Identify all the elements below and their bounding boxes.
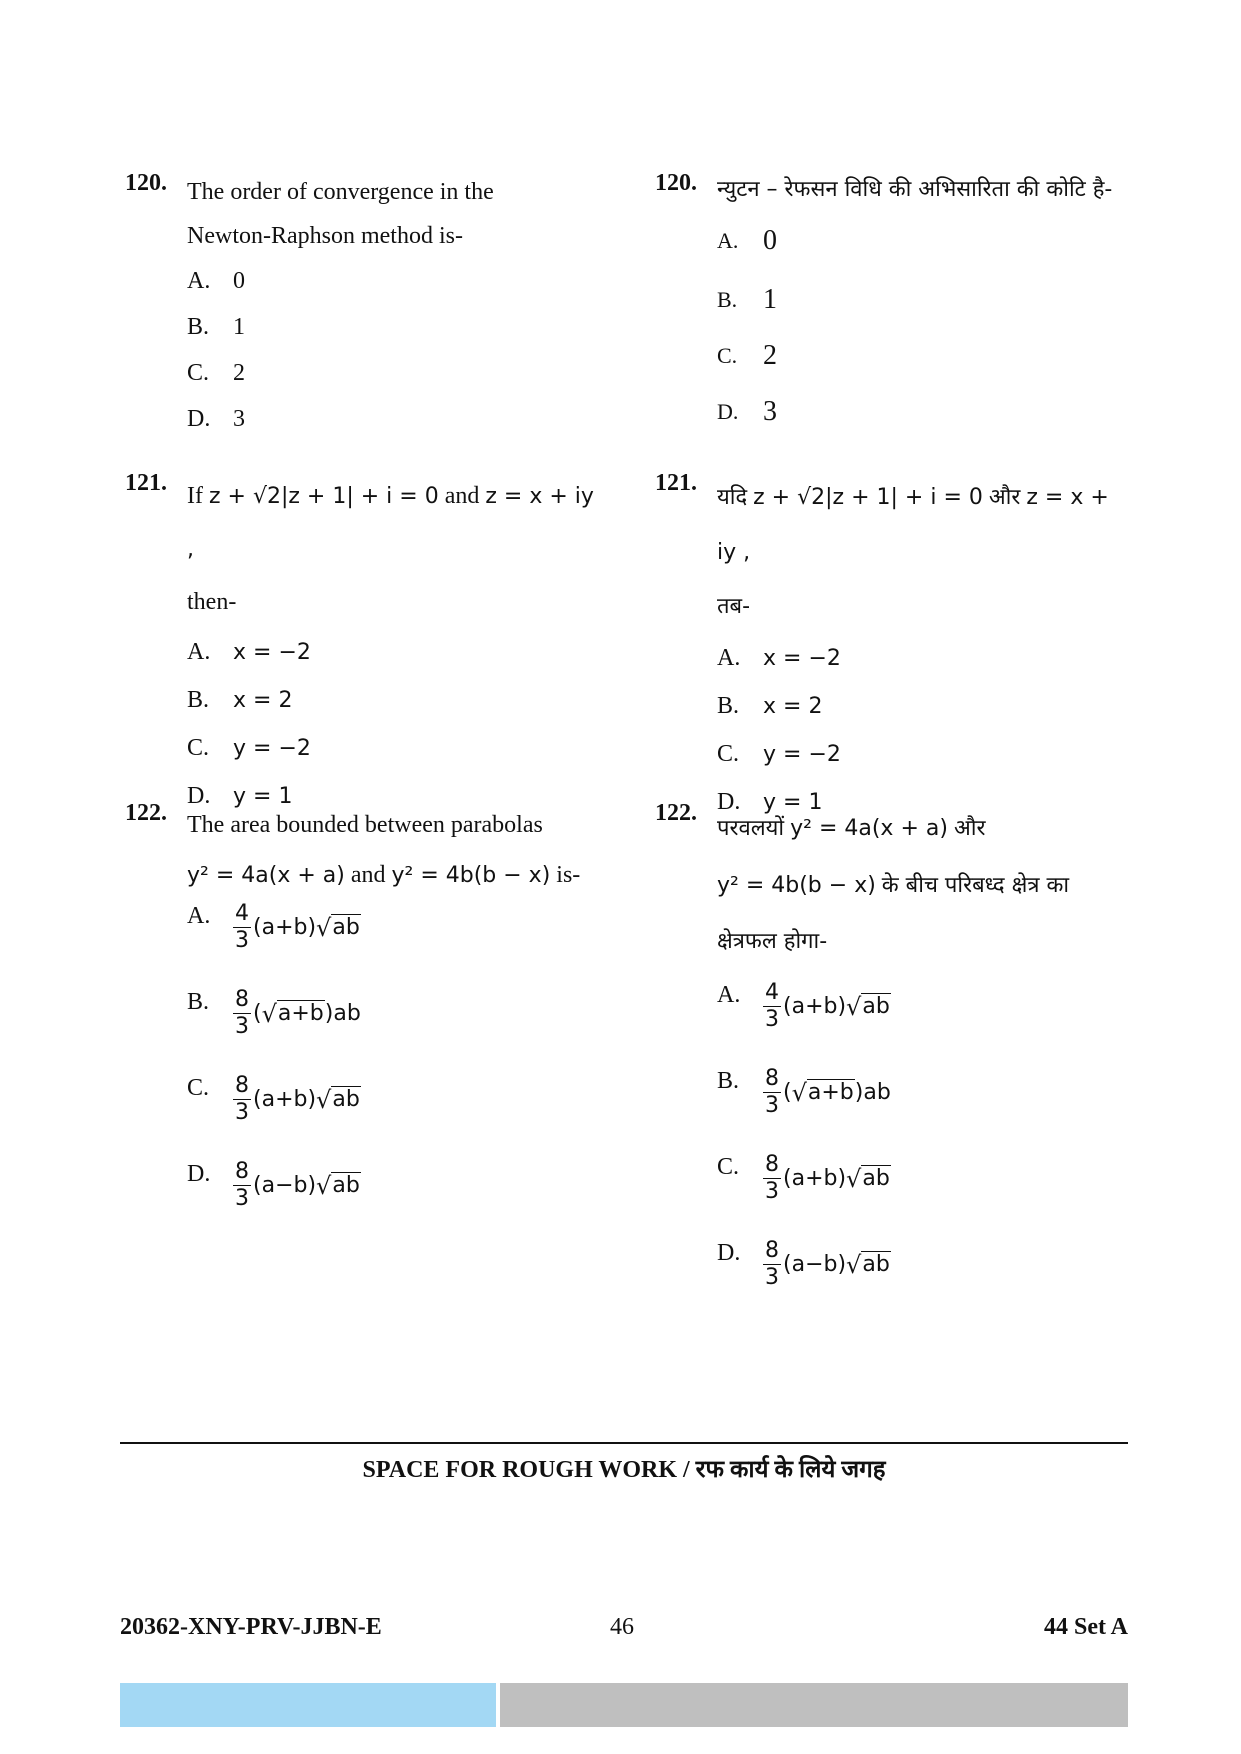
option-c: C. $\frac{8}{3}$ (a+b) √ ab [187, 1073, 360, 1125]
question-text: The order of convergence in the Newton-Raphson method is- [187, 179, 494, 249]
option-c: C. $\frac{8}{3}$ (a+b) √ ab [717, 1152, 890, 1204]
page-number: 46 [610, 1614, 634, 1640]
option-expression: $\frac{8}{3}$ ( √ a+b )ab [765, 1066, 891, 1118]
question-120-hi [655, 170, 1125, 470]
question-number: 121. [655, 470, 697, 496]
square-root: √ a+b [261, 999, 324, 1028]
option-expression: $\frac{8}{3}$ (a+b) √ ab [765, 1152, 890, 1204]
question-number: 122. [125, 800, 167, 826]
english-column [125, 170, 595, 1245]
square-root: √ ab [316, 913, 360, 942]
square-root: √ ab [316, 1171, 360, 1200]
question-120-en [125, 170, 595, 470]
footer-bar-blue [120, 1683, 496, 1727]
question-text: If z + √2|z + 1| + i = 0 and z = x + iy , then- [187, 483, 594, 615]
square-root: √ ab [846, 1164, 890, 1193]
option-a: A. $\frac{4}{3}$ (a+b) √ ab [187, 901, 360, 953]
rough-work-divider [120, 1442, 1128, 1444]
option-b: B. $\frac{8}{3}$ ( √ a+b )ab [187, 987, 361, 1039]
square-root: √ ab [316, 1085, 360, 1114]
option-d: D. $\frac{8}{3}$ (a−b) √ ab [187, 1159, 360, 1211]
option-b: B. x = 2 [187, 686, 293, 713]
option-d: D. $\frac{8}{3}$ (a−b) √ ab [717, 1238, 890, 1290]
option-d: D. 3 [717, 396, 777, 427]
fraction: $\frac{8}{3}$ [235, 987, 249, 1039]
rough-work-heading: SPACE FOR ROUGH WORK / रफ कार्य के लिये जगह [362, 1457, 886, 1483]
option-a: A. $\frac{4}{3}$ (a+b) √ ab [717, 980, 890, 1032]
question-text: The area bounded between parabolas y² = 4a(x + a) and y² = 4b(b − x) is- [187, 812, 581, 888]
option-b: B. $\frac{8}{3}$ ( √ a+b )ab [717, 1066, 891, 1118]
q122-options-hi [717, 980, 1125, 1324]
fraction: $\frac{8}{3}$ [235, 1073, 249, 1125]
option-expression: $\frac{4}{3}$ (a+b) √ ab [765, 980, 890, 1032]
square-root: √ a+b [791, 1078, 854, 1107]
fraction: $\frac{4}{3}$ [235, 901, 249, 953]
option-expression: $\frac{4}{3}$ (a+b) √ ab [235, 901, 360, 953]
option-b: B. x = 2 [717, 692, 823, 719]
question-122-en [125, 800, 595, 1245]
question-number: 120. [125, 170, 167, 196]
option-a: A. x = −2 [187, 638, 311, 665]
option-d: D. y = 1 [187, 782, 293, 809]
question-text: यदि z + √2|z + 1| + i = 0 और z = x + iy , तब- [717, 485, 1109, 619]
option-a: A. x = −2 [717, 644, 841, 671]
option-d: D. 3 [187, 405, 245, 432]
paper-code: 20362-XNY-PRV-JJBN-E [120, 1614, 382, 1640]
option-c: C. 2 [187, 359, 245, 386]
question-number: 121. [125, 470, 167, 496]
question-121-en [125, 470, 595, 809]
fraction: $\frac{8}{3}$ [765, 1152, 779, 1204]
question-122-hi [655, 800, 1125, 1324]
set-label: 44 Set A [1044, 1614, 1128, 1640]
option-c: C. 2 [717, 340, 777, 371]
option-expression: $\frac{8}{3}$ ( √ a+b )ab [235, 987, 361, 1039]
option-b: B. 1 [187, 313, 245, 340]
fraction: $\frac{8}{3}$ [235, 1159, 249, 1211]
question-text: न्युटन – रेफसन विधि की अभिसारिता की कोटि है- [717, 177, 1113, 202]
fraction: $\frac{8}{3}$ [765, 1238, 779, 1290]
hindi-column [655, 170, 1125, 1324]
fraction: $\frac{4}{3}$ [765, 980, 779, 1032]
option-a: A. 0 [187, 267, 245, 294]
square-root: √ ab [846, 1250, 890, 1279]
question-text: परवलयों y² = 4a(x + a) और y² = 4b(b − x) के बीच परिबध्द क्षेत्र का क्षेत्रफल होगा- [717, 816, 1070, 954]
square-root: √ ab [846, 992, 890, 1021]
option-b: B. 1 [717, 284, 777, 315]
option-expression: $\frac{8}{3}$ (a−b) √ ab [765, 1238, 890, 1290]
option-expression: $\frac{8}{3}$ (a−b) √ ab [235, 1159, 360, 1211]
option-c: C. y = −2 [717, 740, 841, 767]
option-a: A. 0 [717, 225, 777, 256]
option-c: C. y = −2 [187, 734, 311, 761]
option-d: D. y = 1 [717, 788, 823, 815]
question-number: 122. [655, 800, 697, 826]
fraction: $\frac{8}{3}$ [765, 1066, 779, 1118]
option-expression: $\frac{8}{3}$ (a+b) √ ab [235, 1073, 360, 1125]
footer-bar-gray [500, 1683, 1128, 1727]
q122-options-en [187, 901, 595, 1245]
question-number: 120. [655, 170, 697, 196]
